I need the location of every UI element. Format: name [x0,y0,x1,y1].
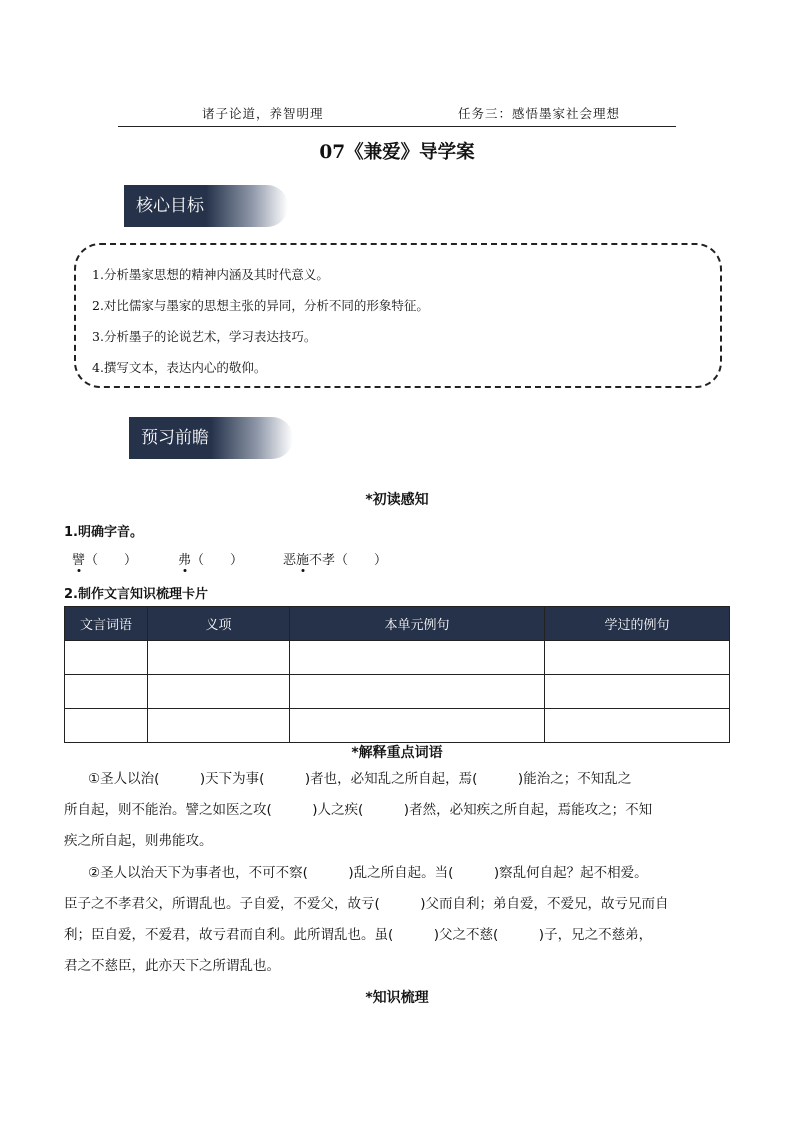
column-header: 学过的例句 [545,607,730,641]
pronunciation-item [283,549,387,568]
goal-item: 4.撰写文本，表达内心的敬仰。 [92,360,267,375]
passage-line: 君之不慈臣，此亦天下之所谓乱也。 [64,958,280,974]
answer-blank[interactable]: （ ） [335,553,388,568]
pronunciation-item [72,549,137,568]
question-2-label: 2.制作文言知识梳理卡片 [64,587,208,602]
answer-blank[interactable]: （ ） [191,553,244,568]
knowledge-card-table [64,606,730,743]
page-header [118,100,676,127]
table-header-row [65,607,730,641]
passage-line: ②圣人以治天下为事者也，不可不察( )乱之所自起。当( )察乱何自起？起不相爱。 [88,865,648,881]
table-row [65,709,730,743]
passage-line: 臣子之不孝君父，所谓乱也。子自爱，不爱父，故亏( )父而自利；弟自爱，不爱兄，故亏兄而自 [64,896,669,912]
header-left-text: 诸子论道，养智明理 [202,106,324,121]
passage-1 [64,764,724,857]
table-cell[interactable] [148,709,290,743]
table-cell[interactable] [545,709,730,743]
passage-line: 所自起，则不能治。譬之如医之攻( )人之疾( )者然，必知疾之所自起，焉能攻之；不知 [64,802,653,818]
passage-2 [64,858,724,982]
pronunciation-item [178,549,243,568]
goal-item: 1.分析墨家思想的精神内涵及其时代意义。 [92,267,329,282]
table-cell[interactable] [545,641,730,675]
table-cell[interactable] [545,675,730,709]
header-right-text: 任务三：感悟墨家社会理想 [458,106,621,121]
table-cell[interactable] [65,709,148,743]
passage-line: 疾之所自起，则弗能攻。 [64,833,213,849]
goal-item: 3.分析墨子的论说艺术，学习表达技巧。 [92,329,317,344]
table-cell[interactable] [65,675,148,709]
section-key-words: *解释重点词语 [351,745,443,761]
banner-preview [129,417,293,459]
document-title: 07《兼爱》导学案 [319,142,475,163]
plain-chars: 不孝 [309,553,336,568]
answer-blank[interactable]: （ ） [85,553,138,568]
table-cell[interactable] [290,675,545,709]
column-header: 本单元例句 [290,607,545,641]
table-cell[interactable] [290,709,545,743]
banner-preview-label: 预习前瞻 [141,428,209,448]
dotted-char: 弗 [178,549,191,568]
section-knowledge: *知识梳理 [365,990,429,1006]
dotted-char: 施 [296,549,309,568]
dotted-char: 譬 [72,549,85,568]
banner-core-goals-label: 核心目标 [136,196,204,216]
plain-char: 恶 [283,553,297,568]
passage-line: 利；臣自爱，不爱君，故亏君而自利。此所谓乱也。虽( )父之不慈( )子，兄之不慈弟， [64,927,653,943]
column-header: 文言词语 [65,607,148,641]
table-cell[interactable] [148,675,290,709]
passage-line: ①圣人以治( )天下为事( )者也，必知乱之所自起，焉( )能治之；不知乱之 [88,771,632,787]
banner-core-goals [124,185,288,227]
goals-box [74,243,722,388]
table-cell[interactable] [148,641,290,675]
table-cell[interactable] [65,641,148,675]
table-row [65,641,730,675]
goal-item: 2.对比儒家与墨家的思想主张的异同，分析不同的形象特征。 [92,298,429,313]
section-first-read: *初读感知 [365,492,429,508]
question-1-label: 1.明确字音。 [64,525,143,540]
table-cell[interactable] [290,641,545,675]
table-row [65,675,730,709]
column-header: 义项 [148,607,290,641]
